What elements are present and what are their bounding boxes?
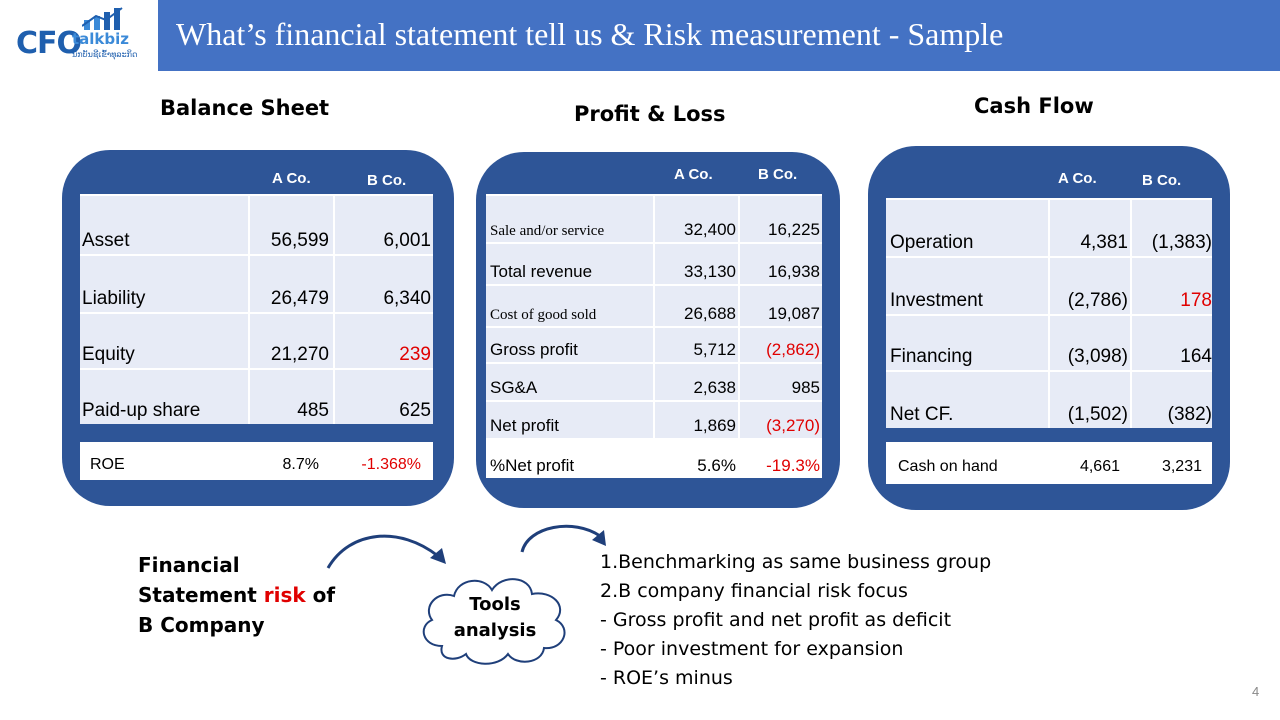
list-item: - Gross profit and net profit as deficit: [600, 609, 952, 631]
col-header-b: B Co.: [1142, 172, 1182, 189]
table-row: Investment (2,786) 178: [886, 256, 1212, 314]
table-row: Net CF. (1,502) (382): [886, 370, 1212, 428]
balance-sheet-title: Balance Sheet: [160, 96, 330, 120]
logo-tagline: ນັກບັນຊີເຂົ້າທຸລະກິດ: [72, 50, 138, 59]
logo-sub: talkbiz: [72, 30, 130, 48]
col-header-a: A Co.: [674, 166, 713, 183]
cash-flow-title: Cash Flow: [974, 94, 1094, 118]
table-row: Paid-up share 485 625: [80, 368, 433, 424]
col-header-a: A Co.: [1058, 170, 1097, 187]
col-header-a: A Co.: [272, 170, 311, 187]
list-item: 1.Benchmarking as same business group: [600, 551, 992, 573]
tools-analysis-label: Tools analysis: [453, 594, 537, 641]
table-row: Equity 21,270 239: [80, 312, 433, 368]
analysis-notes: [600, 548, 991, 693]
table-row: Liability 26,479 6,340: [80, 254, 433, 312]
cash-flow-panel: [868, 146, 1230, 510]
table-row: Operation 4,381 (1,383): [886, 198, 1212, 256]
profit-loss-title: Profit & Loss: [574, 102, 726, 126]
table-row: Net profit 1,869 (3,270): [486, 400, 822, 438]
table-row: Total revenue 33,130 16,938: [486, 242, 822, 284]
balance-sheet-panel: [62, 150, 454, 506]
col-header-b: B Co.: [758, 166, 798, 183]
page-title: What’s financial statement tell us & Risk measurement - Sample: [176, 16, 1004, 52]
table-row: SG&A 2,638 985: [486, 362, 822, 400]
page-number: 4: [1252, 684, 1260, 699]
balance-sheet-table: [80, 194, 433, 424]
logo-brand: CFO: [16, 26, 82, 61]
table-row: Cost of good sold 26,688 19,087: [486, 284, 822, 326]
logo: [12, 4, 152, 68]
cash-on-hand-row: Cash on hand 4,661 3,231: [886, 442, 1212, 484]
curved-arrow-icon: [514, 518, 614, 558]
col-header-b: B Co.: [367, 172, 407, 189]
list-item: - ROE’s minus: [600, 667, 733, 689]
list-item: - Poor investment for expansion: [600, 638, 904, 660]
table-row: Financing (3,098) 164: [886, 314, 1212, 370]
risk-statement: Financial Statement risk of B Company: [138, 553, 336, 637]
table-row: Gross profit 5,712 (2,862): [486, 326, 822, 362]
bar-chart-icon: [82, 6, 152, 32]
table-row: Sale and/or service 32,400 16,225: [486, 194, 822, 242]
list-item: 2.B company financial risk focus: [600, 580, 908, 602]
cash-flow-table: [886, 198, 1212, 428]
roe-row: ROE 8.7% -1.368%: [80, 442, 433, 480]
table-row: %Net profit 5.6% -19.3%: [486, 438, 822, 478]
table-row: Asset 56,599 6,001: [80, 194, 433, 254]
profit-loss-panel: [476, 152, 840, 508]
profit-loss-table: [486, 194, 822, 478]
title-bar: [158, 0, 1280, 71]
